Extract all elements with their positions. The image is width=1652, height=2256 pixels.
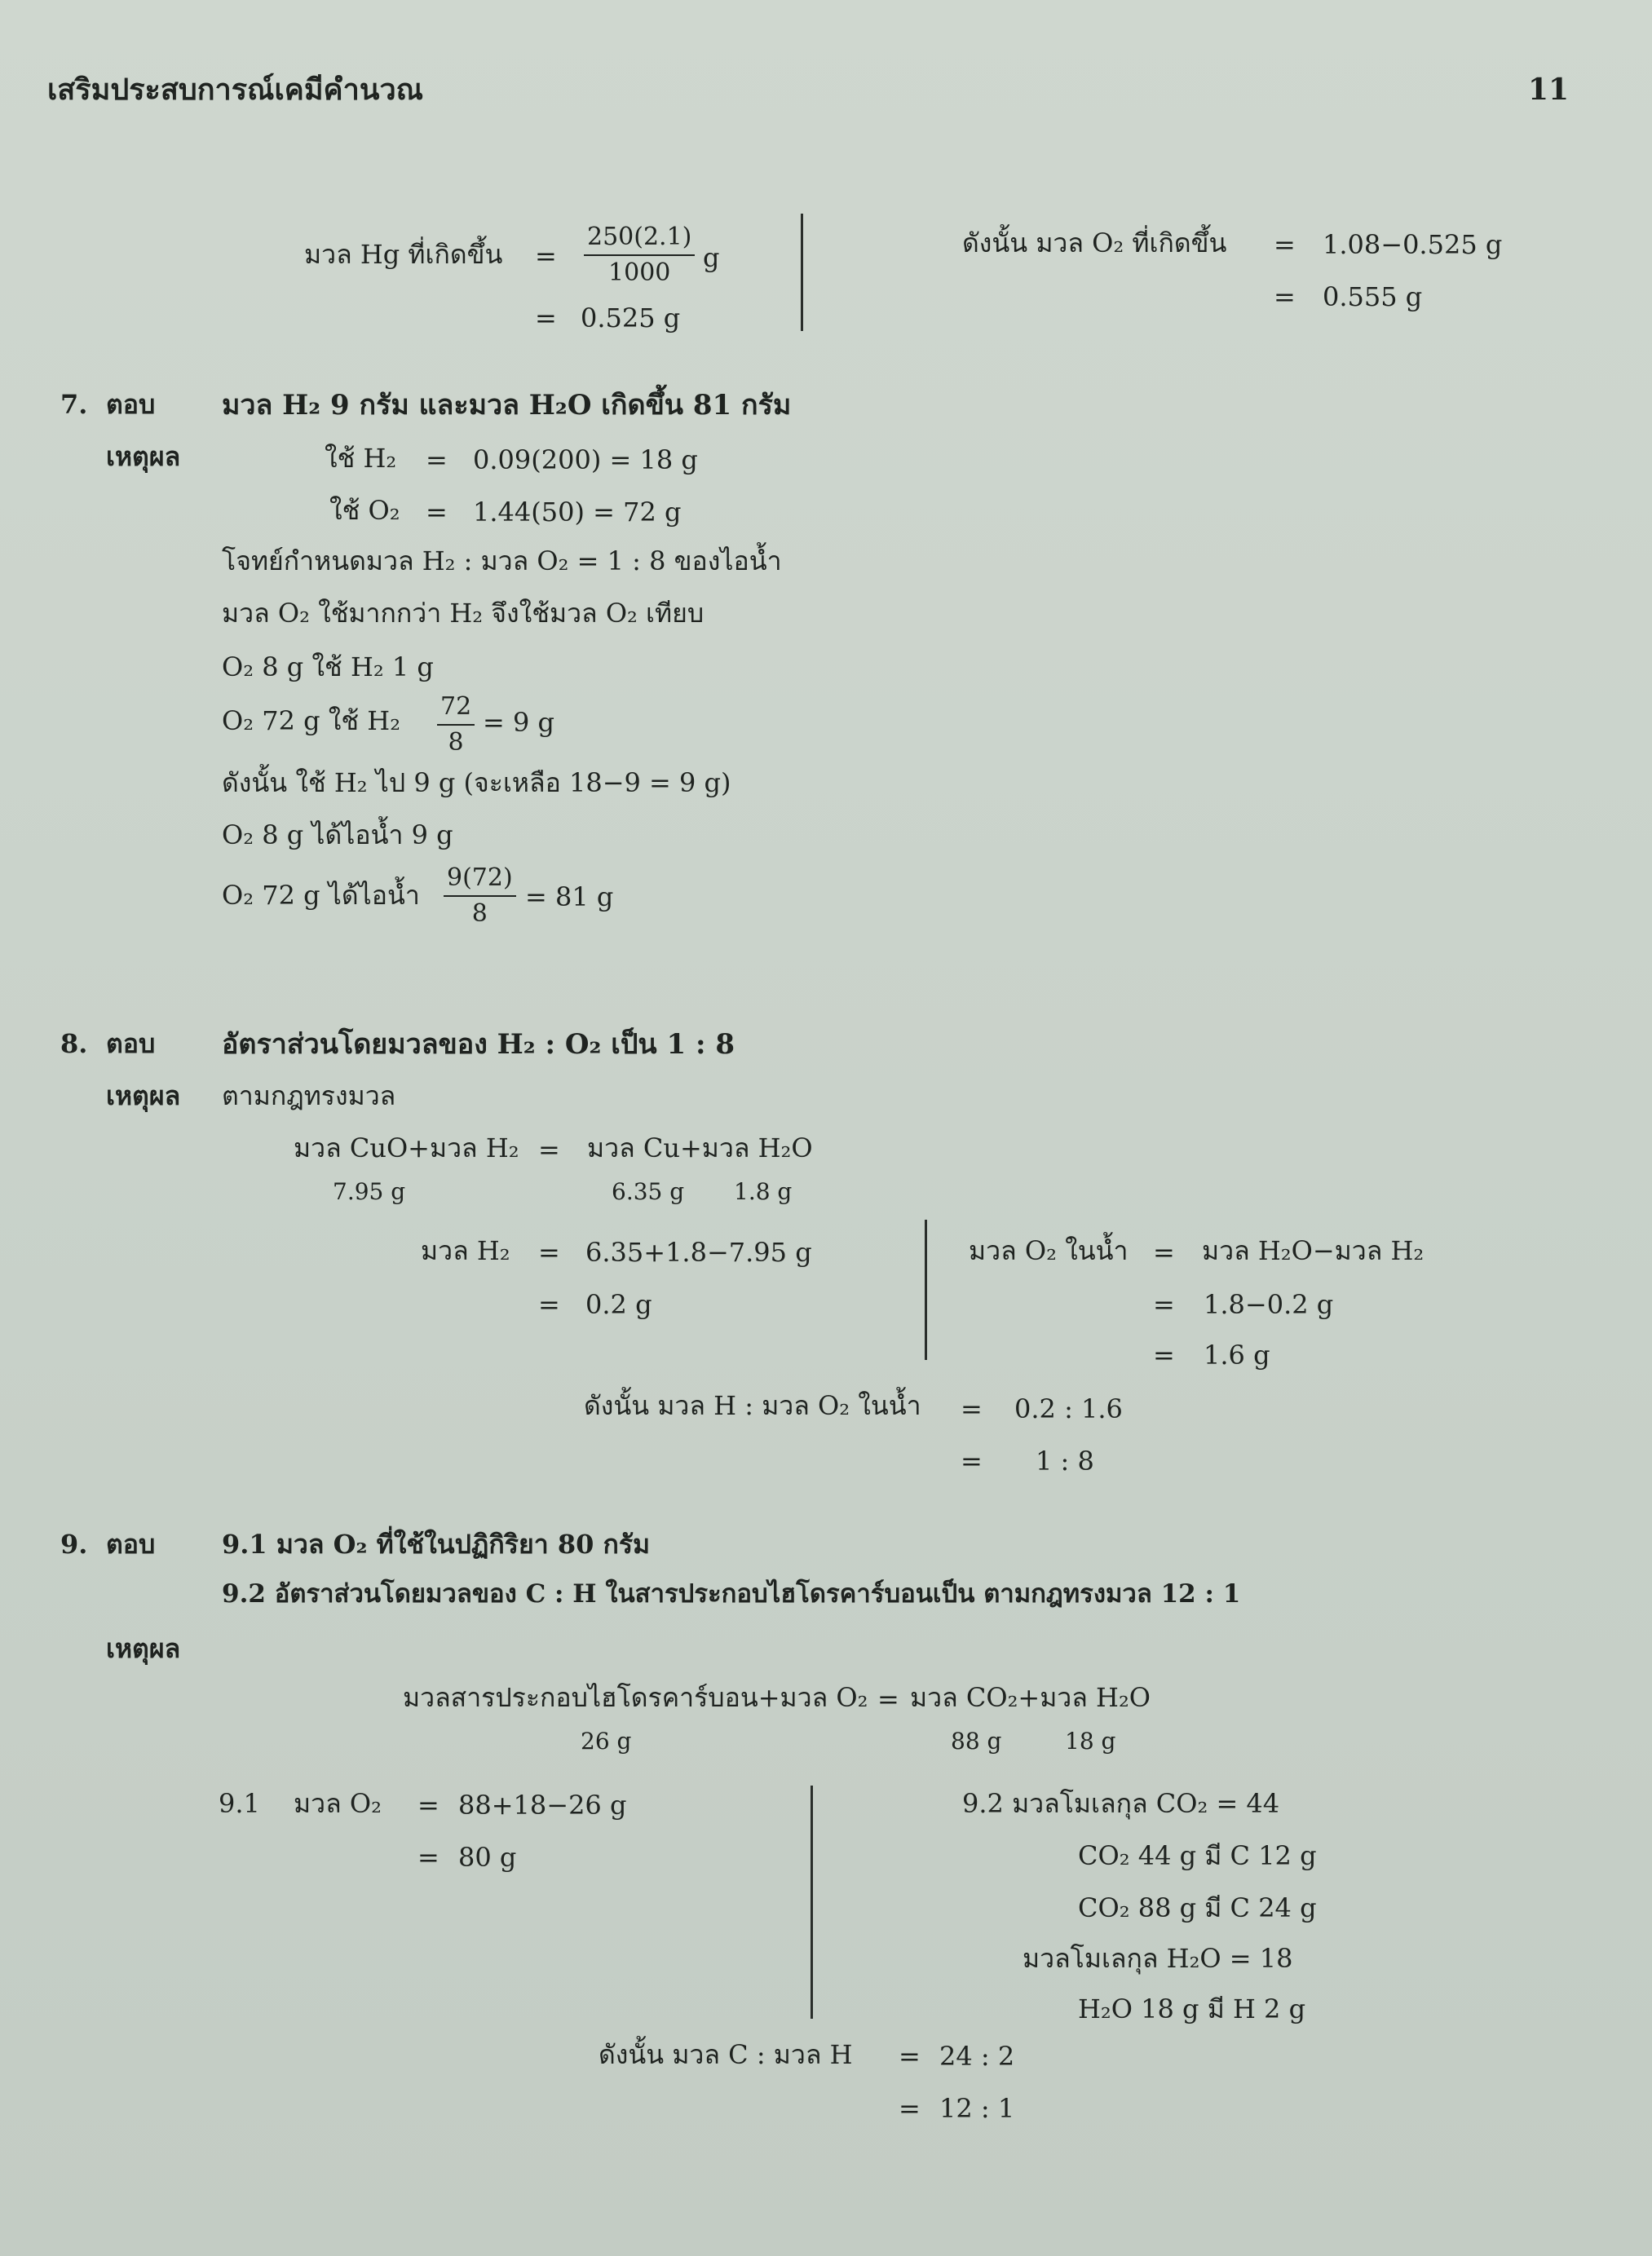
q8-o2-water-expr: มวล H₂O−มวล H₂ (1202, 1235, 1425, 1266)
q8-value: 6.35 g (612, 1178, 685, 1205)
q9-answer-2: 9.2 อัตราส่วนโดยมวลของ C : H ในสารประกอบไฮโดรคาร์บอนเป็น ตามกฎทรงมวล 12 : 1 (222, 1579, 1241, 1609)
q8-answer-label: ตอบ (106, 1028, 156, 1059)
equals-sign: = (899, 2041, 921, 2072)
q8-eq-left: มวล CuO+มวล H₂ (294, 1132, 519, 1163)
o2-mass-label: ดังนั้น มวล O₂ ที่เกิดขึ้น (962, 227, 1227, 258)
q7-fraction (444, 863, 516, 928)
q7-reason-label: เหตุผล (106, 441, 181, 472)
q9-eq-left: มวลสารประกอบไฮโดรคาร์บอน+มวล O₂ (403, 1682, 868, 1713)
q8-h2-result: 0.2 g (585, 1289, 652, 1320)
fraction-numerator: 72 (437, 695, 475, 726)
q8-value: 1.8 g (734, 1178, 793, 1205)
q9-answer-1: 9.1 มวล O₂ ที่ใช้ในปฏิกิริยา 80 กรัม (222, 1529, 651, 1560)
q8-o2-water-result: 1.6 g (1204, 1340, 1270, 1371)
equals-sign: = (961, 1446, 983, 1477)
q7-use-o2-expr: 1.44(50) = 72 g (473, 497, 682, 528)
equals-sign: = (877, 1684, 899, 1715)
equals-sign: = (417, 1842, 440, 1873)
q9-2-line: 9.2 มวลโมเลกุล CO₂ = 44 (962, 1788, 1280, 1819)
equals-sign: = (1153, 1289, 1175, 1320)
q7-line: มวล O₂ ใช้มากกว่า H₂ จึงใช้มวล O₂ เทียบ (222, 598, 705, 629)
q7-use-h2-expr: 0.09(200) = 18 g (473, 444, 698, 475)
q8-eq-right: มวล Cu+มวล H₂O (587, 1132, 813, 1163)
q8-ratio-label: ดังนั้น มวล H : มวล O₂ ในน้ำ (584, 1390, 921, 1421)
q9-ratio: 12 : 1 (939, 2093, 1015, 2124)
column-divider (801, 214, 803, 331)
equals-sign: = (1153, 1237, 1175, 1268)
q7-use-o2-label: ใช้ O₂ (329, 495, 400, 526)
q9-number: 9. (60, 1529, 88, 1560)
q9-answer-label: ตอบ (106, 1529, 156, 1560)
q7-line: ดังนั้น ใช้ H₂ ไป 9 g (จะเหลือ 18−9 = 9 g) (222, 767, 731, 798)
q7-line: = 81 g (525, 881, 614, 912)
q8-reason-label: เหตุผล (106, 1080, 181, 1111)
q7-line: O₂ 8 g ได้ไอน้ำ 9 g (222, 819, 453, 850)
page-number: 11 (1528, 73, 1570, 107)
q9-ratio: 24 : 2 (939, 2041, 1015, 2072)
equals-sign: = (1153, 1340, 1175, 1371)
equals-sign: = (899, 2093, 921, 2124)
hg-result: 0.525 g (581, 302, 681, 333)
equals-sign: = (426, 497, 448, 528)
equals-sign: = (417, 1790, 440, 1821)
equals-sign: = (961, 1393, 983, 1424)
q7-fraction (437, 692, 475, 757)
q7-use-h2-label: ใช้ H₂ (325, 443, 397, 474)
q8-ratio: 1 : 8 (1036, 1446, 1094, 1477)
q8-ratio: 0.2 : 1.6 (1014, 1393, 1123, 1424)
q8-o2-water-step: 1.8−0.2 g (1204, 1289, 1334, 1320)
q8-value: 7.95 g (333, 1178, 406, 1205)
q9-2-line: H₂O 18 g มี H 2 g (1078, 1993, 1306, 2024)
q8-o2-water-label: มวล O₂ ในน้ำ (969, 1235, 1129, 1266)
equals-sign: = (538, 1289, 560, 1320)
q7-number: 7. (60, 389, 88, 420)
fraction-numerator: 250(2.1) (584, 225, 695, 256)
equals-sign: = (538, 1237, 560, 1268)
q8-law: ตามกฎทรงมวล (222, 1080, 396, 1111)
q9-2-line: CO₂ 44 g มี C 12 g (1078, 1840, 1317, 1871)
q9-value: 26 g (581, 1728, 632, 1755)
q8-number: 8. (60, 1028, 88, 1059)
q9-1-label: มวล O₂ (294, 1788, 382, 1819)
q9-ratio-label: ดังนั้น มวล C : มวล H (599, 2039, 853, 2070)
equals-sign: = (535, 241, 557, 272)
o2-mass-result: 0.555 g (1323, 281, 1423, 312)
q7-line: O₂ 8 g ใช้ H₂ 1 g (222, 651, 434, 682)
q9-2-line: CO₂ 88 g มี C 24 g (1078, 1892, 1317, 1923)
equals-sign: = (538, 1134, 560, 1165)
o2-mass-expression: 1.08−0.525 g (1323, 229, 1503, 260)
q9-1-number: 9.1 (219, 1788, 260, 1819)
fraction-numerator: 9(72) (444, 866, 516, 897)
q9-eq-right: มวล CO₂+มวล H₂O (910, 1682, 1151, 1713)
fraction-denominator: 8 (448, 728, 464, 757)
q9-1-expr: 88+18−26 g (458, 1790, 627, 1821)
q7-line: O₂ 72 g ใช้ H₂ (222, 705, 401, 736)
column-divider (925, 1220, 927, 1360)
equals-sign: = (426, 444, 448, 475)
fraction-denominator: 8 (471, 899, 488, 928)
q7-answer-label: ตอบ (106, 389, 156, 420)
q8-answer: อัตราส่วนโดยมวลของ H₂ : O₂ เป็น 1 : 8 (222, 1028, 735, 1061)
q7-line: = 9 g (483, 707, 554, 738)
unit-g: g (703, 242, 720, 273)
q8-h2-label: มวล H₂ (421, 1235, 510, 1266)
q9-2-line: มวลโมเลกุล H₂O = 18 (1023, 1943, 1293, 1974)
column-divider (811, 1786, 813, 2019)
q9-value: 18 g (1065, 1728, 1116, 1755)
q7-line: O₂ 72 g ได้ไอน้ำ (222, 880, 420, 911)
q7-line: โจทย์กำหนดมวล H₂ : มวล O₂ = 1 : 8 ของไอน้ำ (222, 545, 782, 576)
equals-sign: = (535, 302, 557, 333)
q9-reason-label: เหตุผล (106, 1633, 181, 1664)
q7-answer: มวล H₂ 9 กรัม และมวล H₂O เกิดขึ้น 81 กรัม (222, 389, 792, 422)
equals-sign: = (1274, 229, 1296, 260)
fraction-denominator: 1000 (608, 258, 671, 287)
hg-mass-label: มวล Hg ที่เกิดขึ้น (304, 239, 503, 270)
page-header-title: เสริมประสบการณ์เคมีคำนวณ (47, 73, 424, 107)
equals-sign: = (1274, 281, 1296, 312)
q9-value: 88 g (951, 1728, 1002, 1755)
q9-1-result: 80 g (458, 1842, 517, 1873)
q8-h2-expr: 6.35+1.8−7.95 g (585, 1237, 812, 1268)
hg-fraction (584, 225, 695, 285)
